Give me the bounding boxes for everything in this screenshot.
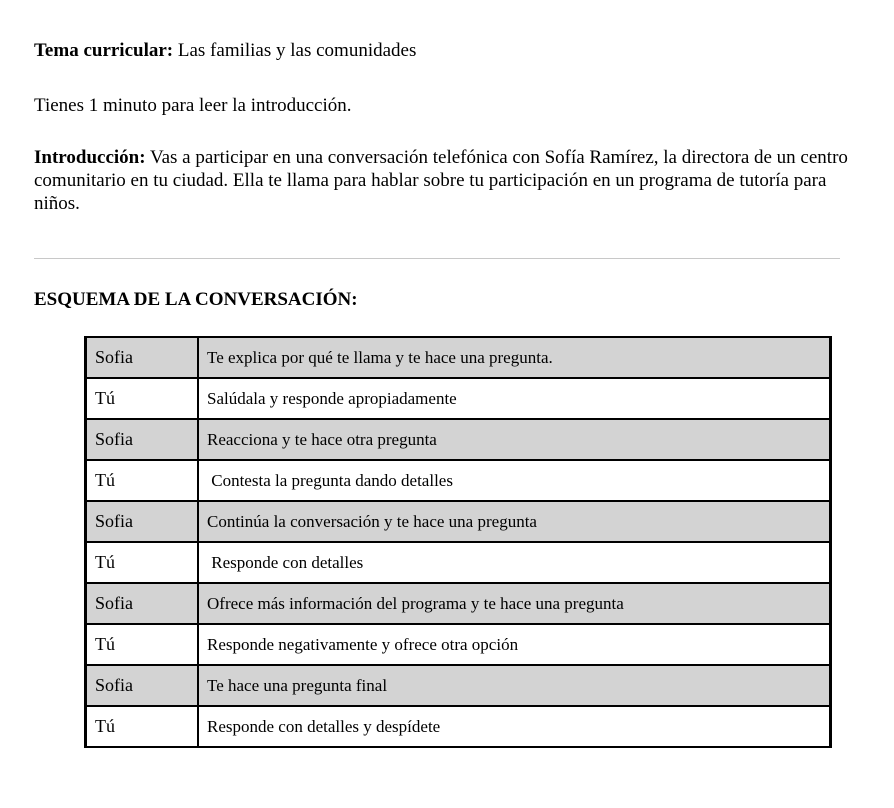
instruction-cell: Contesta la pregunta dando detalles [198, 460, 831, 501]
speaker-cell: Tú [86, 706, 199, 747]
speaker-cell: Tú [86, 378, 199, 419]
introduction [34, 146, 849, 215]
table-row [86, 583, 831, 624]
table-row [86, 378, 831, 419]
reading-instruction: Tienes 1 minuto para leer la introducción. [34, 95, 352, 116]
curricular-theme [34, 39, 849, 62]
theme-label: Tema curricular: [34, 40, 174, 61]
instruction-cell: Responde con detalles y despídete [198, 706, 831, 747]
theme-value: Las familias y las comunidades [173, 40, 417, 61]
table-row [86, 665, 831, 706]
instruction-cell: Te hace una pregunta final [198, 665, 831, 706]
speaker-cell: Tú [86, 624, 199, 665]
table-row [86, 542, 831, 583]
instruction-cell: Responde con detalles [198, 542, 831, 583]
outline-heading: ESQUEMA DE LA CONVERSACIÓN: [34, 289, 358, 310]
table-row [86, 501, 831, 542]
table-row [86, 419, 831, 460]
instruction-cell: Ofrece más información del programa y te hace una pregunta [198, 583, 831, 624]
intro-label: Introducción: [34, 147, 146, 168]
divider [34, 258, 840, 259]
table-row [86, 337, 831, 378]
instruction-cell: Salúdala y responde apropiadamente [198, 378, 831, 419]
conversation-outline-table [84, 336, 832, 748]
speaker-cell: Tú [86, 460, 199, 501]
instruction-cell: Reacciona y te hace otra pregunta [198, 419, 831, 460]
speaker-cell: Sofia [86, 337, 199, 378]
instruction-cell: Continúa la conversación y te hace una pregunta [198, 501, 831, 542]
speaker-cell: Sofia [86, 583, 199, 624]
instruction-cell: Responde negativamente y ofrece otra opción [198, 624, 831, 665]
table-row [86, 460, 831, 501]
table-row [86, 624, 831, 665]
speaker-cell: Sofia [86, 665, 199, 706]
table-row [86, 706, 831, 747]
speaker-cell: Sofia [86, 419, 199, 460]
instruction-cell: Te explica por qué te llama y te hace una pregunta. [198, 337, 831, 378]
intro-text: Vas a participar en una conversación telefónica con Sofía Ramírez, la directora de un centro comunitario en tu ciudad. Ella te llama para hablar sobre tu participación en un programa de tutoría para niños. [34, 147, 848, 214]
speaker-cell: Tú [86, 542, 199, 583]
speaker-cell: Sofia [86, 501, 199, 542]
